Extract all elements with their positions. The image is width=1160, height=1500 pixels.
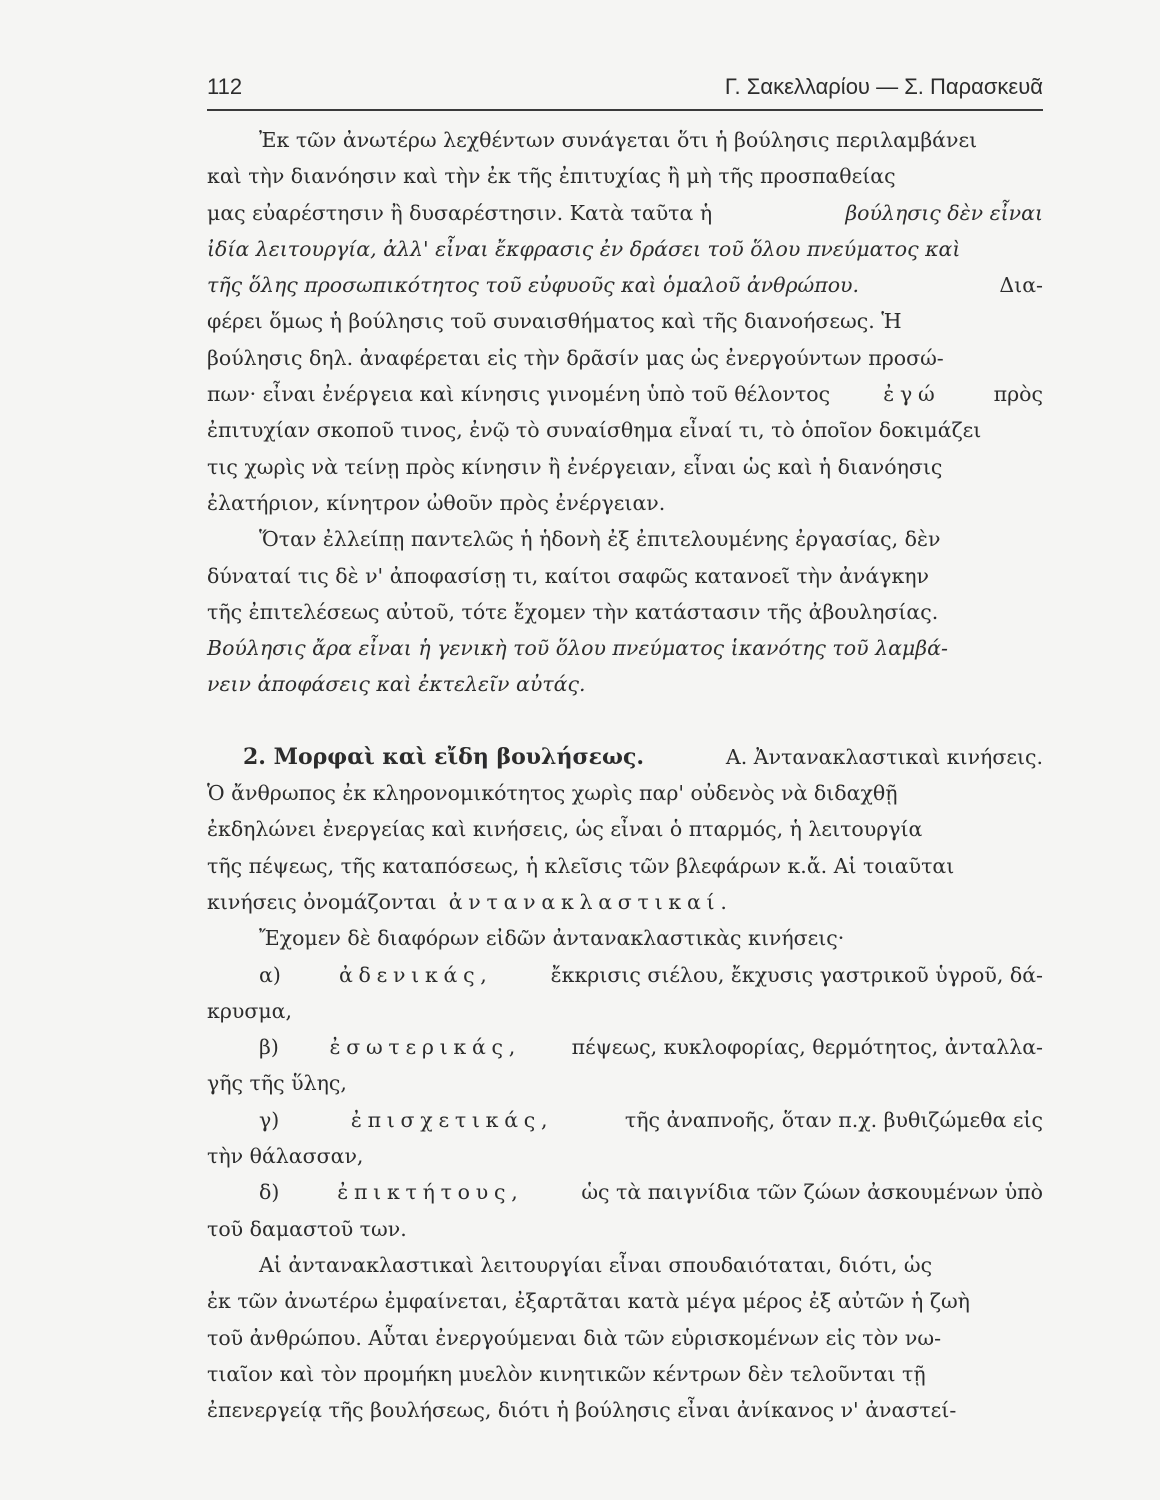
- text-line: [207, 1356, 1043, 1392]
- page-header: [207, 72, 1043, 102]
- line-text: ἐκδηλώνει ἐνεργείας καὶ κινήσεις, ὡς εἶναι ὁ πταρμός, ἡ λειτουργία: [207, 817, 923, 842]
- line-text: κρυσμα,: [207, 998, 293, 1023]
- spaced-word: ἐσωτερικάς,: [329, 1035, 522, 1060]
- text-line: [207, 195, 1043, 231]
- line-text: πων· εἶναι ἐνέργεια καὶ κίνησις γινομένη ὑπὸ τοῦ θέλοντος: [207, 382, 831, 407]
- text-line: [207, 1283, 1043, 1319]
- spaced-word: ἐπισχετικάς,: [350, 1107, 554, 1132]
- line-text: μας εὐαρέστησιν ἢ δυσαρέστησιν. Κατὰ ταῦτα ἡ: [207, 200, 713, 225]
- line-text: τοῦ ἀνθρώπου. Αὗται ἐνεργούμεναι διὰ τῶν εὑρισκομένων εἰς τὸν νω-: [207, 1325, 942, 1350]
- text-line: [207, 1247, 1043, 1283]
- line-text-italic: τῆς ὅλης προσωπικότητος τοῦ εὐφυοῦς καὶ ὁμαλοῦ ἀνθρώπου.: [207, 273, 860, 298]
- text-line: [207, 376, 1043, 412]
- text-line: [207, 630, 1043, 666]
- text-line: [207, 449, 1043, 485]
- text-line: [207, 594, 1043, 630]
- text-line: [207, 158, 1043, 194]
- text-line: [207, 1320, 1043, 1356]
- line-text: τῆς ἐπιτελέσεως αὐτοῦ, τότε ἔχομεν τὴν κατάστασιν τῆς ἀβουλησίας.: [207, 599, 939, 624]
- line-text: Αἱ ἀντανακλαστικαὶ λειτουργίαι εἶναι σπουδαιόταται, διότι, ὡς: [259, 1252, 933, 1277]
- text-line: [207, 122, 1043, 158]
- list-item: [207, 1174, 1043, 1210]
- text-line: [207, 303, 1043, 339]
- text-line: [207, 1138, 1043, 1174]
- line-text: πρὸς: [993, 382, 1043, 407]
- text-line: [207, 666, 1043, 702]
- line-text: ἐλατήριον, κίνητρον ὠθοῦν πρὸς ἐνέργειαν.: [207, 490, 666, 515]
- line-text: κινήσεις ὀνομάζονται: [207, 889, 437, 914]
- list-marker: γ): [259, 1107, 280, 1132]
- page-number: 112: [207, 74, 243, 99]
- line-text-italic: νειν ἀποφάσεις καὶ ἐκτελεῖν αὐτάς.: [207, 672, 586, 697]
- line-text-italic: ἰδία λειτουργία, ἀλλ' εἶναι ἔκφρασις ἐν δράσει τοῦ ὅλου πνεύματος καὶ: [207, 236, 961, 261]
- section-heading-line: [207, 739, 1043, 775]
- text-line: [207, 1065, 1043, 1101]
- line-text: τοῦ δαμαστοῦ των.: [207, 1216, 407, 1241]
- line-text: Ὁ ἄνθρωπος ἐκ κληρονομικότητος χωρὶς παρ' οὐδενὸς νὰ διδαχθῇ: [207, 781, 898, 806]
- section-gap: [207, 703, 1043, 739]
- text-line: [207, 521, 1043, 557]
- line-text-italic: Βούλησις ἄρα εἶναι ἡ γενικὴ τοῦ ὅλου πνεύματος ἱκανότης τοῦ λαμβά-: [207, 636, 948, 661]
- text-line: [207, 775, 1043, 811]
- subsection-heading: Α. Ἀντανακλαστικαὶ κινήσεις.: [725, 744, 1043, 769]
- spaced-word: ἐπικτήτους,: [337, 1180, 524, 1205]
- spaced-word: ἀντανακλαστικαί.: [448, 889, 733, 914]
- line-text: τῆς ἀναπνοῆς, ὅταν π.χ. βυθιζώμεθα εἰς: [624, 1107, 1043, 1132]
- body-text: [207, 122, 1043, 1428]
- spaced-word: ἐγώ: [883, 382, 941, 407]
- section-heading: 2. Μορφαὶ καὶ εἴδη βουλήσεως.: [243, 743, 645, 770]
- line-text: Ἔχομεν δὲ διαφόρων εἰδῶν ἀντανακλαστικὰς κινήσεις·: [259, 926, 845, 951]
- line-text: καὶ τὴν διανόησιν καὶ τὴν ἐκ τῆς ἐπιτυχίας ἢ μὴ τῆς προσπαθείας: [207, 164, 896, 189]
- line-text: Δια-: [999, 273, 1043, 298]
- line-text: φέρει ὅμως ἡ βούλησις τοῦ συναισθήματος καὶ τῆς διανοήσεως. Ἡ: [207, 309, 902, 334]
- line-text: δύναταί τις δὲ ν' ἀποφασίσῃ τι, καίτοι σαφῶς κατανοεῖ τὴν ἀνάγκην: [207, 563, 930, 588]
- line-text: ἐκ τῶν ἀνωτέρω ἐμφαίνεται, ἐξαρτᾶται κατὰ μέγα μέρος ἐξ αὐτῶν ἡ ζωὴ: [207, 1289, 970, 1314]
- line-text: τὴν θάλασσαν,: [207, 1144, 364, 1169]
- list-marker: δ): [259, 1180, 280, 1205]
- line-text: ἐπενεργείᾳ τῆς βουλήσεως, διότι ἡ βούλησις εἶναι ἀνίκανος ν' ἀναστεί-: [207, 1398, 957, 1423]
- text-line: [207, 1211, 1043, 1247]
- text-line: [207, 340, 1043, 376]
- line-text: ἐπιτυχίαν σκοποῦ τινος, ἐνῷ τὸ συναίσθημα εἶναί τι, τὸ ὁποῖον δοκιμάζει: [207, 418, 982, 443]
- line-text: ἔκκρισις σιέλου, ἔκχυσις γαστρικοῦ ὑγροῦ, δά-: [550, 962, 1043, 987]
- line-text: τις χωρὶς νὰ τείνῃ πρὸς κίνησιν ἢ ἐνέργειαν, εἶναι ὡς καὶ ἡ διανόησις: [207, 454, 943, 479]
- list-marker: β): [259, 1035, 279, 1060]
- text-line: [207, 412, 1043, 448]
- text-line: [207, 485, 1043, 521]
- line-text-italic: βούλησις δὲν εἶναι: [845, 200, 1043, 225]
- line-text: Ὅταν ἐλλείπῃ παντελῶς ἡ ἡδονὴ ἐξ ἐπιτελουμένης ἐργασίας, δὲν: [259, 527, 941, 552]
- line-text: τῆς πέψεως, τῆς καταπόσεως, ἡ κλεῖσις τῶν βλεφάρων κ.ἄ. Αἱ τοιαῦται: [207, 853, 955, 878]
- text-line: [207, 884, 1043, 920]
- text-line: [207, 920, 1043, 956]
- list-item: [207, 1102, 1043, 1138]
- line-text: πέψεως, κυκλοφορίας, θερμότητος, ἀνταλλα-: [571, 1035, 1043, 1060]
- text-line: [207, 558, 1043, 594]
- line-text: γῆς τῆς ὕλης,: [207, 1071, 347, 1096]
- text-line: [207, 848, 1043, 884]
- text-line: [207, 811, 1043, 847]
- text-line: [207, 993, 1043, 1029]
- line-text: τιαῖον καὶ τὸν προμήκη μυελὸν κινητικῶν κέντρων δὲν τελοῦνται τῇ: [207, 1361, 926, 1386]
- list-item: [207, 1029, 1043, 1065]
- line-text: ὡς τὰ παιγνίδια τῶν ζώων ἀσκουμένων ὑπὸ: [581, 1180, 1043, 1205]
- text-line: [207, 1392, 1043, 1428]
- running-head-authors: Γ. Σακελλαρίου — Σ. Παρασκευᾶ: [724, 74, 1043, 99]
- line-text: βούλησις δηλ. ἀναφέρεται εἰς τὴν δρᾶσίν μας ὡς ἐνεργούντων προσώ-: [207, 345, 944, 370]
- header-rule: [207, 109, 1043, 111]
- text-line: [207, 267, 1043, 303]
- spaced-word: ἀδενικάς,: [338, 962, 493, 987]
- text-line: [207, 231, 1043, 267]
- list-marker: α): [259, 962, 281, 987]
- line-text: Ἐκ τῶν ἀνωτέρω λεχθέντων συνάγεται ὅτι ἡ βούλησις περιλαμβάνει: [259, 128, 978, 152]
- list-item: [207, 957, 1043, 993]
